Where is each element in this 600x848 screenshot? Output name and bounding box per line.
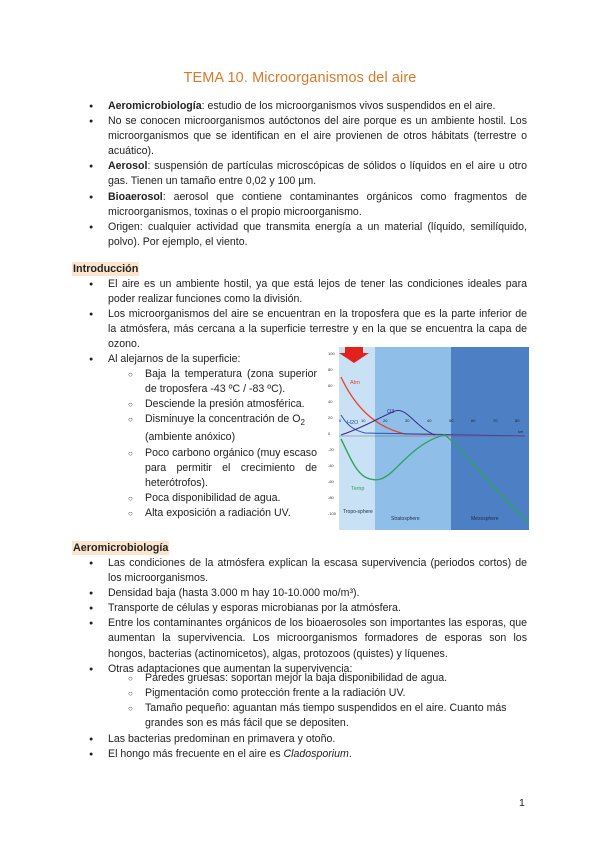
list-item: ● Las condiciones de la atmósfera explican la escasa supervivencia (periodos cortos) de los microorganismos. — [108, 556, 527, 586]
list-item: ● Transporte de células y esporas microbianas por la atmósfera. — [108, 601, 527, 616]
aero-block — [108, 556, 527, 677]
x-tick: 60 — [471, 418, 476, 423]
y-tick: 40 — [328, 399, 333, 404]
sub-list-item: ○ Baja la temperatura (zona superior de troposfera -43 ºC / -83 ºC). — [145, 367, 317, 397]
temp-label: Temp — [351, 486, 365, 492]
list-item: ● Aerosol: suspensión de partículas microscópicas de sólidos o líquidos en el aire u otro gas. Tienen un tamaño entre 0,02 y 100 µm. — [108, 159, 527, 189]
list-item: ● Los microorganismos del aire se encuentran en la troposfera que es la parte inferior de la atmósfera, más cercana a la superficie terrestre y en la que se encuentra la capa de ozono. — [108, 307, 527, 352]
troposphere-band — [339, 347, 375, 530]
sub-list-item: ○ Tamaño pequeño: aguantan más tiempo suspendidos en el aire. Cuanto más grandes son es más fácil que se depositen. — [145, 701, 527, 731]
x-tick: 50 — [449, 418, 454, 423]
y-tick: -60 — [328, 479, 334, 484]
aero-sublist — [145, 671, 527, 731]
y-tick: 20 — [328, 415, 333, 420]
section-heading-intro: Introducción — [73, 263, 139, 275]
y-tick: 0 — [328, 431, 331, 436]
sub-list-item: ○ Alta exposición a radiación UV. — [145, 506, 317, 521]
page-title: TEMA 10. Microorganismos del aire — [183, 70, 417, 86]
list-item: ● Las bacterias predominan en primavera y otoño. — [108, 732, 527, 747]
sub-list-item: ○ Desciende la presión atmosférica. — [145, 397, 317, 412]
list-item: ● Bioaerosol: aerosol que contiene contaminantes orgánicos como fragmentos de microorganismos, toxinas o el propio microorganismo. — [108, 190, 527, 220]
sub-list-item: ○ Poco carbono orgánico (muy escaso para permitir el crecimiento de heterótrofos). — [145, 446, 317, 491]
o3-label: O3 — [387, 409, 395, 415]
list-item: ● Entre los contaminantes orgánicos de los bioaerosoles son importantes las esporas, que aumentan la supervivencia. Los microorganismos formadores de esporas son los hongos, bacterias (actinomicetos), algas, protozoos (quistes) y líquenes. — [108, 616, 527, 661]
list-item: ● Aeromicrobiología: estudio de los microorganismos vivos suspendidos en el aire. — [108, 99, 527, 114]
sub-list-item: ○ Pigmentación como protección frente a la radiación UV. — [145, 686, 527, 701]
y-tick: 60 — [328, 383, 333, 388]
intro-sublist — [145, 367, 317, 521]
y-tick: -80 — [328, 495, 334, 500]
sub-list-item: ○ Poca disponibilidad de agua. — [145, 491, 317, 506]
y-tick: -40 — [328, 463, 334, 468]
intro-block — [108, 277, 527, 352]
x-tick: 30 — [405, 418, 410, 423]
h2o-label: H2O — [347, 420, 359, 426]
x-axis-label: km — [518, 429, 524, 434]
stratosphere-band — [375, 347, 451, 530]
y-tick: 100 — [328, 351, 335, 356]
atmosphere-chart — [325, 347, 529, 530]
list-item: ● El aire es un ambiente hostil, ya que está lejos de tener las condiciones ideales para poder realizar funciones como la división. — [108, 277, 527, 307]
mesosphere-label: Mesosphere — [471, 516, 499, 522]
definitions-block — [108, 99, 527, 250]
stratosphere-label: Stratosphere — [391, 516, 420, 522]
troposphere-label: Tropo-sphere — [343, 509, 373, 515]
page-number: 1 — [519, 797, 525, 809]
mesosphere-band — [451, 347, 529, 530]
intro-away-block — [108, 352, 318, 367]
aero-tail-block — [108, 732, 527, 762]
x-tick: 20 — [383, 418, 388, 423]
atm-label: Atm — [350, 380, 360, 386]
x-tick: 0 — [339, 418, 342, 423]
list-item: ● El hongo más frecuente en el aire es Cladosporium. — [108, 747, 527, 762]
list-item: ● Densidad baja (hasta 3.000 m hay 10-10.000 mo/m³). — [108, 586, 527, 601]
y-tick: -100 — [328, 511, 337, 516]
sub-list-item: ○ Paredes gruesas: soportan mejor la baja disponibilidad de agua. — [145, 671, 527, 686]
list-item: ● Otras adaptaciones que aumentan la supervivencia: — [108, 662, 527, 677]
list-item: ● No se conocen microorganismos autóctonos del aire porque es un ambiente hostil. Los microorganismos que se identifican en el aire provienen de otros hábitats (terrestre o acuático). — [108, 114, 527, 159]
section-heading-aero: Aeromicrobiología — [73, 542, 169, 554]
x-tick: 80 — [515, 418, 520, 423]
list-item: ● Origen: cualquier actividad que transmita energía a un material (líquido, semilíquido, polvo). Por ejemplo, el viento. — [108, 220, 527, 250]
x-tick: 70 — [493, 418, 498, 423]
sub-list-item: ○ Disminuye la concentración de $O_2$ (ambiente anóxico) — [145, 412, 317, 445]
y-tick: 80 — [328, 367, 333, 372]
list-item: ● Al alejarnos de la superficie: — [108, 352, 318, 367]
x-tick: 10 — [361, 418, 366, 423]
x-tick: 40 — [427, 418, 432, 423]
y-tick: -20 — [328, 447, 334, 452]
